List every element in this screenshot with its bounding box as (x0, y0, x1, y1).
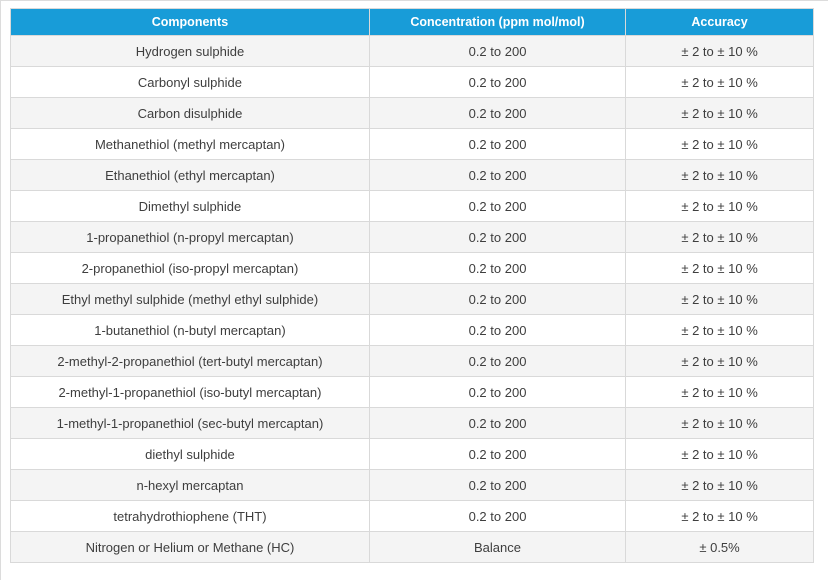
component-cell: Nitrogen or Helium or Methane (HC) (11, 532, 370, 563)
component-cell: Carbonyl sulphide (11, 67, 370, 98)
table-row (11, 377, 814, 408)
accuracy-cell: ± 2 to ± 10 % (626, 67, 814, 98)
accuracy-cell: ± 0.5% (626, 532, 814, 563)
accuracy-cell: ± 2 to ± 10 % (626, 222, 814, 253)
component-cell: n-hexyl mercaptan (11, 470, 370, 501)
component-cell: diethyl sulphide (11, 439, 370, 470)
component-cell: Hydrogen sulphide (11, 36, 370, 67)
component-cell: Ethanethiol (ethyl mercaptan) (11, 160, 370, 191)
table-row (11, 36, 814, 67)
accuracy-cell: ± 2 to ± 10 % (626, 346, 814, 377)
accuracy-cell: ± 2 to ± 10 % (626, 439, 814, 470)
accuracy-cell: ± 2 to ± 10 % (626, 315, 814, 346)
accuracy-cell: ± 2 to ± 10 % (626, 36, 814, 67)
component-cell: Ethyl methyl sulphide (methyl ethyl sulphide) (11, 284, 370, 315)
accuracy-cell: ± 2 to ± 10 % (626, 284, 814, 315)
concentration-cell: 0.2 to 200 (369, 36, 625, 67)
concentration-cell: Balance (369, 532, 625, 563)
accuracy-cell: ± 2 to ± 10 % (626, 253, 814, 284)
table-row (11, 160, 814, 191)
concentration-cell: 0.2 to 200 (369, 284, 625, 315)
table-row (11, 67, 814, 98)
table-row (11, 532, 814, 563)
component-cell: 1-propanethiol (n-propyl mercaptan) (11, 222, 370, 253)
concentration-cell: 0.2 to 200 (369, 222, 625, 253)
component-cell: Dimethyl sulphide (11, 191, 370, 222)
concentration-cell: 0.2 to 200 (369, 129, 625, 160)
table-header (11, 9, 814, 36)
component-cell: Carbon disulphide (11, 98, 370, 129)
component-cell: tetrahydrothiophene (THT) (11, 501, 370, 532)
concentration-cell: 0.2 to 200 (369, 98, 625, 129)
component-cell: 1-butanethiol (n-butyl mercaptan) (11, 315, 370, 346)
column-header-accuracy: Accuracy (626, 9, 814, 36)
accuracy-cell: ± 2 to ± 10 % (626, 501, 814, 532)
accuracy-cell: ± 2 to ± 10 % (626, 129, 814, 160)
table-row (11, 222, 814, 253)
table-row (11, 253, 814, 284)
concentration-cell: 0.2 to 200 (369, 408, 625, 439)
concentration-cell: 0.2 to 200 (369, 191, 625, 222)
accuracy-cell: ± 2 to ± 10 % (626, 191, 814, 222)
column-header-concentration: Concentration (ppm mol/mol) (369, 9, 625, 36)
concentration-cell: 0.2 to 200 (369, 67, 625, 98)
table-body (11, 36, 814, 563)
component-cell: 2-propanethiol (iso-propyl mercaptan) (11, 253, 370, 284)
accuracy-cell: ± 2 to ± 10 % (626, 408, 814, 439)
component-cell: Methanethiol (methyl mercaptan) (11, 129, 370, 160)
components-spec-table (10, 8, 814, 563)
concentration-cell: 0.2 to 200 (369, 470, 625, 501)
accuracy-cell: ± 2 to ± 10 % (626, 98, 814, 129)
table-row (11, 284, 814, 315)
table-row (11, 470, 814, 501)
component-cell: 2-methyl-1-propanethiol (iso-butyl mercaptan) (11, 377, 370, 408)
accuracy-cell: ± 2 to ± 10 % (626, 160, 814, 191)
table-row (11, 191, 814, 222)
concentration-cell: 0.2 to 200 (369, 346, 625, 377)
table-row (11, 501, 814, 532)
accuracy-cell: ± 2 to ± 10 % (626, 470, 814, 501)
table-row (11, 439, 814, 470)
concentration-cell: 0.2 to 200 (369, 160, 625, 191)
column-header-components: Components (11, 9, 370, 36)
component-cell: 1-methyl-1-propanethiol (sec-butyl mercaptan) (11, 408, 370, 439)
table-row (11, 98, 814, 129)
concentration-cell: 0.2 to 200 (369, 253, 625, 284)
concentration-cell: 0.2 to 200 (369, 501, 625, 532)
concentration-cell: 0.2 to 200 (369, 439, 625, 470)
concentration-cell: 0.2 to 200 (369, 315, 625, 346)
concentration-cell: 0.2 to 200 (369, 377, 625, 408)
component-cell: 2-methyl-2-propanethiol (tert-butyl mercaptan) (11, 346, 370, 377)
header-row (11, 9, 814, 36)
table-row (11, 346, 814, 377)
table-row (11, 315, 814, 346)
accuracy-cell: ± 2 to ± 10 % (626, 377, 814, 408)
table-row (11, 408, 814, 439)
table-row (11, 129, 814, 160)
